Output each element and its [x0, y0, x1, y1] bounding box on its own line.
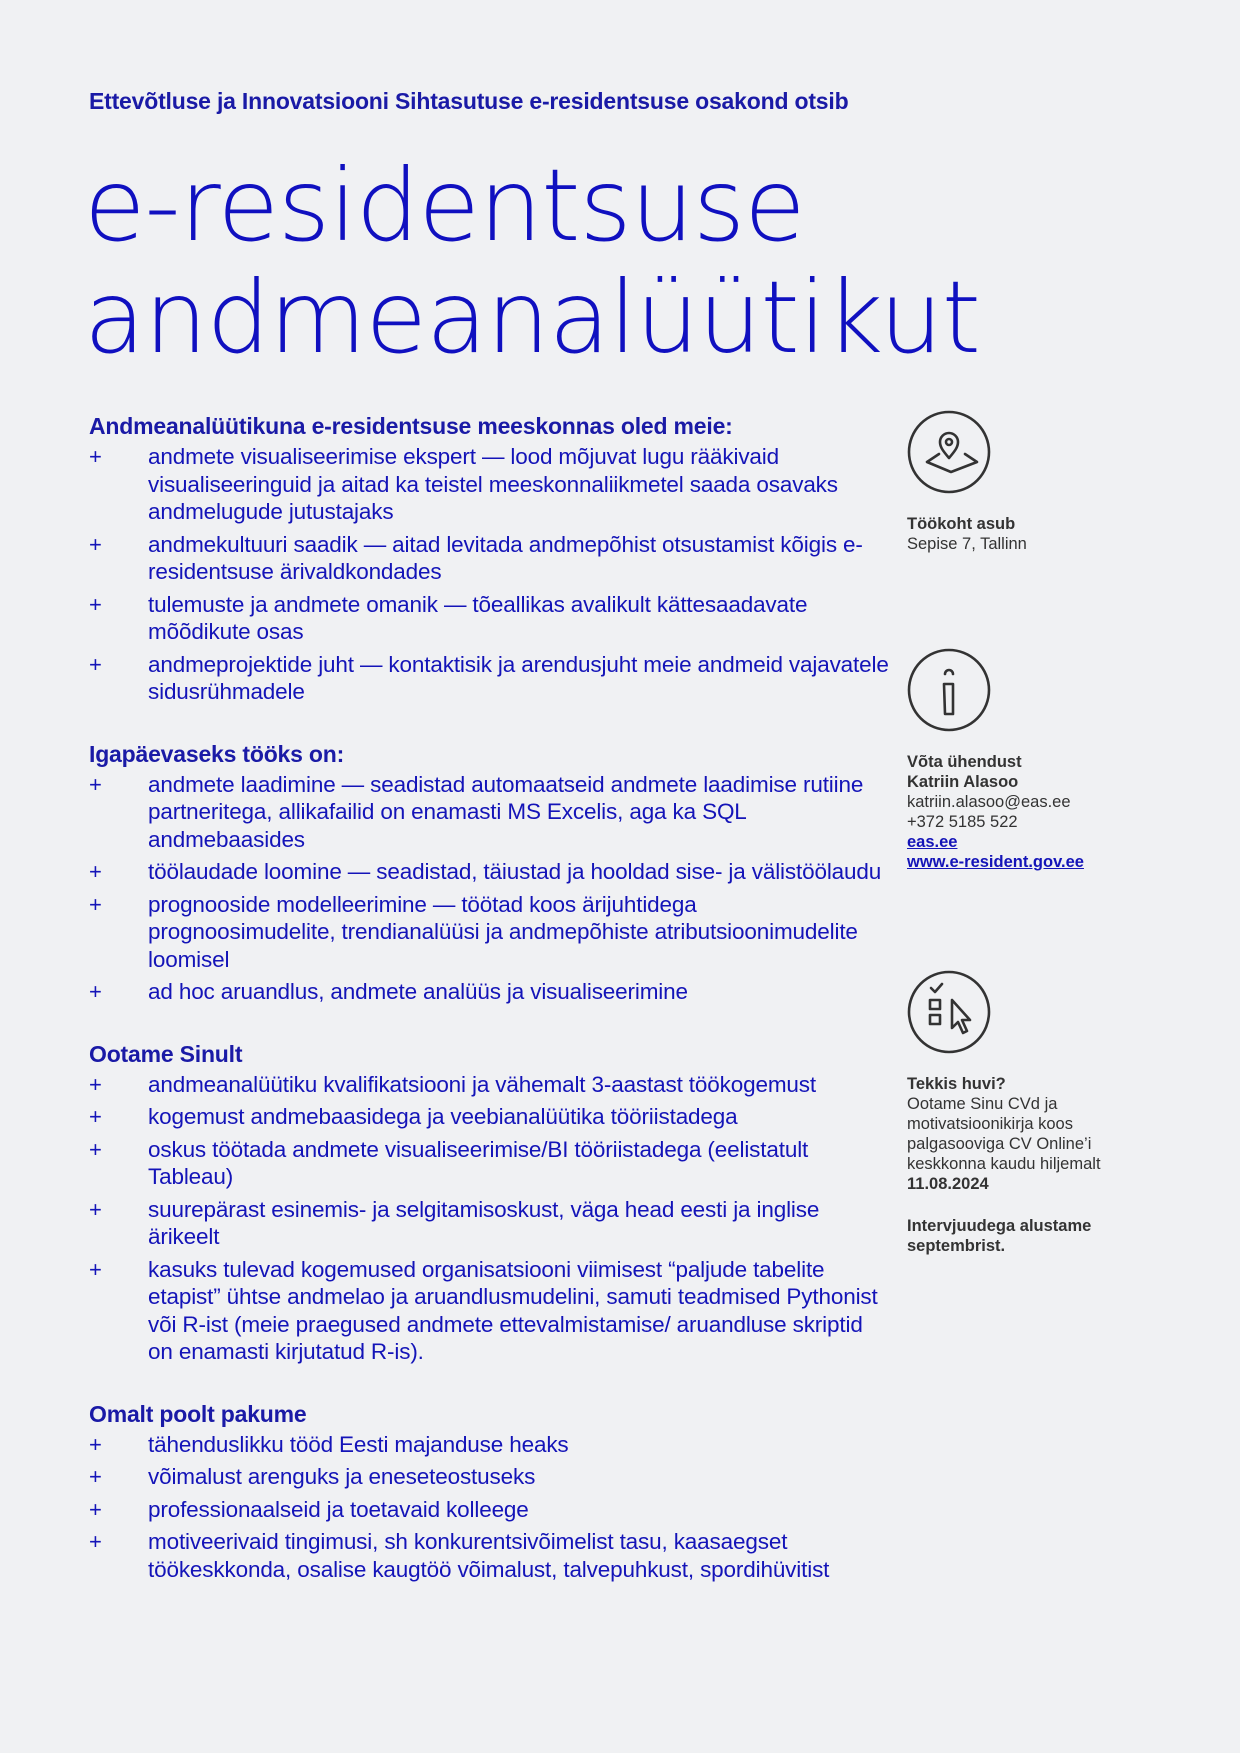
list-item-text: kasuks tulevad kogemused organisatsiooni viimisest “paljude tabelite etapist” ühtse andmelao ja aruandlusmudelini, samuti teadmised Pythonist või R-ist (meie praegused andmete ettevalmistamise/ aruandluse skriptid on enamasti kirjutatud R-is).	[148, 1256, 878, 1364]
section-heading: Andmeanalüütikuna e-residentsuse meeskonnas oled meie:	[89, 413, 733, 439]
plus-bullet: +	[89, 1196, 102, 1222]
section-0	[89, 410, 889, 706]
section-heading: Omalt poolt pakume	[89, 1400, 307, 1427]
list-item-text: suurepärast esinemis- ja selgitamisoskust, väga head eesti ja inglise ärikeelt	[148, 1196, 820, 1249]
list-item-text: ad hoc aruandlus, andmete analüüs ja visualiseerimine	[148, 979, 688, 1004]
location-pin-icon	[907, 410, 991, 494]
list-item-text: võimalust arenguks ja eneseteostuseks	[148, 1464, 536, 1489]
location-label: Töökoht asub	[907, 515, 1016, 533]
list-item	[89, 1431, 889, 1459]
contact-phone[interactable]: +372 5185 522	[907, 813, 1018, 831]
plus-bullet: +	[89, 1464, 102, 1489]
list-item	[89, 651, 889, 706]
plus-bullet: +	[89, 771, 102, 797]
sidebar-apply	[907, 970, 1137, 1256]
sidebar-location	[907, 410, 1137, 554]
list-item-text: andmekultuuri saadik — aitad levitada andmepõhist otsustamist kõigis e-residentsuse ärivaldkondades	[148, 531, 863, 584]
plus-bullet: +	[89, 1431, 102, 1457]
list-item	[89, 858, 889, 886]
list-item-text: professionaalseid ja toetavaid kolleege	[148, 1496, 529, 1522]
apply-deadline: 11.08.2024	[907, 1175, 989, 1193]
list-item	[89, 1496, 889, 1524]
list-item-text: töölaudade loomine — seadistad, täiustad ja hooldad sise- ja välistöölaudu	[148, 859, 882, 884]
list-item	[89, 1528, 889, 1583]
list-item	[89, 1071, 889, 1099]
section-heading: Ootame Sinult	[89, 1040, 243, 1067]
list-item-text: andmete laadimine — seadistad automaatseid andmete laadimise rutiine partneritega, allikafailid on enamasti MS Excelis, aga ka SQL andmebaasides	[148, 771, 864, 852]
list-item-text: oskus töötada andmete visualiseerimise/BI tööriistadega (eelistatult Tableau)	[148, 1136, 809, 1189]
eas-link[interactable]: eas.ee	[907, 833, 958, 851]
list-item-text: prognooside modelleerimine — töötad koos ärijuhtidega prognoosimudelite, trendianalüüsi ja andmepõhiste atributsioonimudelite loomisel	[148, 891, 858, 972]
plus-bullet: +	[89, 591, 102, 617]
bullet-list	[89, 443, 889, 706]
main-content	[89, 410, 889, 1615]
checklist-cursor-icon	[907, 970, 991, 1054]
list-item	[89, 531, 889, 586]
list-item-text: andmeanalüütiku kvalifikatsiooni ja vähemalt 3-aastast töökogemust	[148, 1071, 816, 1097]
title-line-1: e-residentsuse	[84, 147, 805, 264]
list-item-text: kogemust andmebaasidega ja veebianalüütika tööriistadega	[148, 1104, 738, 1129]
plus-bullet: +	[89, 1529, 102, 1554]
section-1	[89, 738, 889, 1006]
interview-note: Intervjuudega alustame septembrist.	[907, 1217, 1092, 1255]
organization-kicker: Ettevõtluse ja Innovatsiooni Sihtasutuse e-residentsuse osakond otsib	[89, 88, 849, 114]
plus-bullet: +	[89, 979, 102, 1004]
section-3	[89, 1398, 889, 1584]
list-item	[89, 1196, 889, 1251]
sidebar-contact	[907, 648, 1137, 872]
plus-bullet: +	[89, 444, 102, 469]
plus-bullet: +	[89, 859, 102, 884]
contact-name: Katriin Alasoo	[907, 773, 1019, 791]
list-item-text: tulemuste ja andmete omanik — tõeallikas avalikult kättesaadavate mõõdikute osas	[148, 591, 808, 644]
plus-bullet: +	[89, 1104, 102, 1129]
plus-bullet: +	[89, 1496, 102, 1522]
list-item	[89, 1463, 889, 1491]
list-item	[89, 1256, 889, 1366]
list-item	[89, 1103, 889, 1131]
section-heading: Igapäevaseks tööks on:	[89, 740, 345, 767]
plus-bullet: +	[89, 1136, 102, 1162]
list-item	[89, 1136, 889, 1191]
apply-text-body: Ootame Sinu CVd ja motivatsioonikirja koos palgasooviga CV Online’i keskkonna kaudu hiljemalt	[907, 1095, 1101, 1173]
contact-label: Võta ühendust	[907, 753, 1022, 771]
list-item-text: tähenduslikku tööd Eesti majanduse heaks	[148, 1431, 569, 1457]
plus-bullet: +	[89, 1256, 102, 1282]
list-item	[89, 978, 889, 1006]
info-icon	[907, 648, 991, 732]
plus-bullet: +	[89, 1071, 102, 1097]
list-item	[89, 891, 889, 974]
bullet-list	[89, 771, 889, 1006]
title-line-2: andmeanalüütikut	[84, 259, 980, 376]
section-2	[89, 1038, 889, 1366]
list-item	[89, 591, 889, 646]
location-address: Sepise 7, Tallinn	[907, 535, 1027, 553]
page-title	[84, 147, 980, 376]
list-item-text: motiveerivaid tingimusi, sh konkurentsivõimelist tasu, kaasaegset töökeskkonda, osalise kaugtöö võimalust, talvepuhkust, spordihüvitist	[148, 1529, 830, 1582]
contact-email[interactable]: katriin.alasoo@eas.ee	[907, 793, 1071, 811]
list-item-text: andmete visualiseerimise ekspert — lood mõjuvat lugu rääkivaid visualiseeringuid ja aitad ka teistel meeskonnaliikmetel saada osavaks andmelugude jutustajaks	[148, 444, 838, 524]
plus-bullet: +	[89, 891, 102, 917]
apply-label: Tekkis huvi?	[907, 1075, 1006, 1093]
apply-text	[907, 1094, 1137, 1194]
plus-bullet: +	[89, 651, 102, 677]
list-item-text: andmeprojektide juht — kontaktisik ja arendusjuht meie andmeid vajavatele sidusrühmadele	[148, 651, 889, 704]
plus-bullet: +	[89, 531, 102, 557]
list-item	[89, 771, 889, 854]
e-resident-link[interactable]: www.e-resident.gov.ee	[907, 853, 1084, 871]
list-item	[89, 443, 889, 526]
bullet-list	[89, 1431, 889, 1584]
bullet-list	[89, 1071, 889, 1366]
